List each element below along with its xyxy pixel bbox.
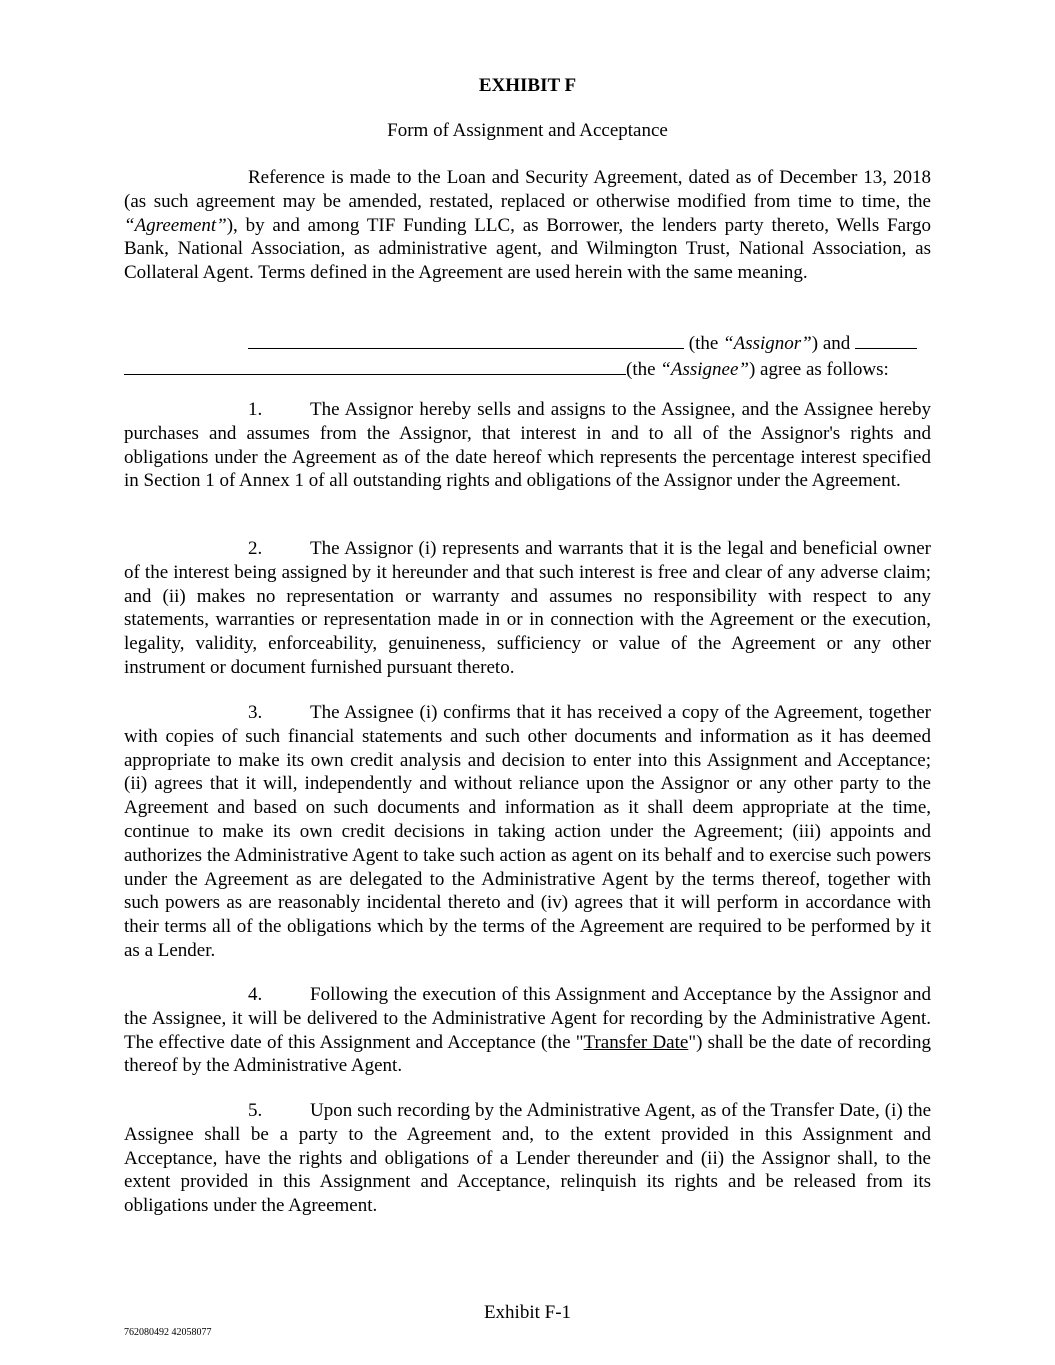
section-3 — [124, 701, 931, 963]
section-text-b: ") shall be the date of recording thereof by the Administrative Agent. — [124, 1031, 932, 1077]
assignee-blank[interactable] — [124, 356, 626, 375]
assignor-blank[interactable] — [248, 330, 684, 349]
assignee-term: “Assignee” — [660, 358, 749, 380]
section-text: The Assignor hereby sells and assigns to the Assignee, and the Assignee hereby purchases and assumes from the Assignor, that interest in and to all of the Assignor's rights and obligations under the Agreement as of the date hereof which represents the percentage interest specified in Section 1 of Annex 1 of all outstanding rights and obligations of the Assignor under the Agreement. — [124, 399, 931, 492]
section-1 — [124, 398, 931, 493]
parties-the-1: (the — [684, 333, 724, 354]
parties-the-2: (the — [626, 358, 661, 380]
document-id: 762080492 42058077 — [124, 1327, 212, 1338]
section-number: 3. — [248, 702, 263, 723]
agreement-term: “Agreement” — [124, 214, 227, 236]
section-number: 5. — [248, 1100, 263, 1121]
intro-text-1: Reference is made to the Loan and Security Agreement, dated as of December 13, 2018 (as such agreement may be amended, restated, replaced or otherwise modified from time to time, the — [124, 167, 931, 212]
parties-agree: ) agree as follows: — [748, 358, 889, 380]
parties-and: ) and — [811, 333, 856, 354]
intro-paragraph — [124, 166, 931, 285]
transfer-date-term: Transfer Date — [583, 1031, 689, 1053]
intro-text-2: ), by and among TIF Funding LLC, as Borrower, the lenders party thereto, Wells Fargo Bank, National Association, as administrative agent, and Wilmington Trust, National Association, as Collateral Agent. Terms defined in the Agreement are used herein with the same meaning. — [124, 214, 931, 284]
assignor-term: “Assignor” — [723, 333, 812, 354]
section-number: 4. — [248, 984, 263, 1005]
section-text: The Assignee (i) confirms that it has received a copy of the Agreement, together with copies of such financial statements and such other documents and information as it has deemed appropriate to make its own credit analysis and decision to enter into this Assignment and Acceptance; (ii) agrees that it will, independently and without reliance upon the Assignor or any other party to the Agreement and based on such documents and information as it shall deem appropriate at the time, continue to make its own credit decisions in taking action under the Agreement; (iii) appoints and authorizes the Administrative Agent to take such action as agent on its behalf and to exercise such powers under the Agreement as are delegated to the Administrative Agent by the terms thereof, together with such powers as are reasonably incidental thereto and (iv) agrees that it will perform in accordance with their terms all of the obligations which by the terms of the Agreement are required to be performed by it as a Lender. — [124, 702, 931, 961]
section-text: The Assignor (i) represents and warrants that it is the legal and beneficial owner of the interest being assigned by it hereunder and that such interest is free and clear of any adverse claim; and (ii) makes no representation or warranty and assumes no responsibility with respect to any statements, warranties or representation made in or in connection with the Agreement or the execution, legality, validity, enforceability, genuineness, sufficiency or value of the Agreement or any other instrument or document furnished pursuant thereto. — [124, 538, 931, 678]
section-text: Upon such recording by the Administrative Agent, as of the Transfer Date, (i) the Assignee shall be a party to the Agreement and, to the extent provided in this Assignment and Acceptance, have the rights and obligations of a Lender thereunder and (ii) the Assignor shall, to the extent provided in this Assignment and Acceptance, relinquish its rights and be released from its obligations under the Agreement. — [124, 1100, 931, 1217]
assignee-blank-start[interactable] — [855, 330, 917, 349]
page-footer-label: Exhibit F-1 — [483, 1302, 572, 1323]
section-2 — [124, 537, 931, 680]
section-number: 2. — [248, 538, 263, 559]
form-subtitle: Form of Assignment and Acceptance — [387, 120, 668, 141]
parties-block — [124, 330, 931, 382]
section-text-a: Following the execution of this Assignment and Acceptance by the Assignor and the Assignee, it will be delivered to the Administrative Agent for recording by the Administrative Agent. The effective date of this Assignment and Acceptance (the " — [124, 984, 931, 1053]
section-4 — [124, 983, 931, 1078]
section-number: 1. — [248, 399, 263, 420]
section-5 — [124, 1099, 931, 1218]
exhibit-title: EXHIBIT F — [478, 75, 577, 96]
